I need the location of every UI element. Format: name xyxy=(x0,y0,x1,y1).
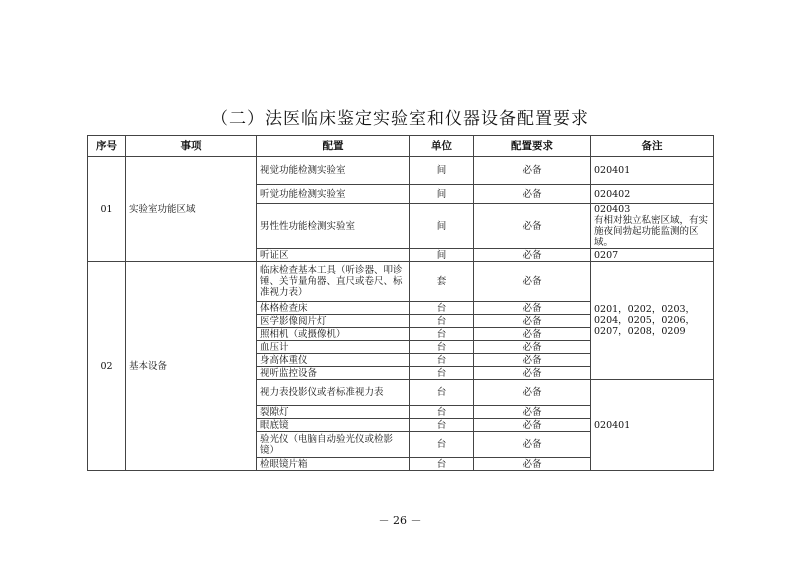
unit-cell: 台 xyxy=(410,315,474,328)
header-note: 备注 xyxy=(591,136,714,157)
page-title: （二）法医临床鉴定实验室和仪器设备配置要求 xyxy=(211,109,589,129)
unit-cell: 台 xyxy=(410,367,474,380)
note-cell: 020402 xyxy=(591,185,714,204)
unit-cell: 台 xyxy=(410,419,474,432)
unit-cell: 台 xyxy=(410,354,474,367)
config-cell: 视听监控设备 xyxy=(257,367,410,380)
requirement-cell: 必备 xyxy=(474,458,591,471)
note-cell: 020401 xyxy=(591,157,714,185)
config-cell: 听证区 xyxy=(257,249,410,262)
unit-cell: 台 xyxy=(410,328,474,341)
unit-cell: 间 xyxy=(410,157,474,185)
config-cell: 身高体重仪 xyxy=(257,354,410,367)
config-cell: 眼底镜 xyxy=(257,419,410,432)
requirement-cell: 必备 xyxy=(474,249,591,262)
group-item: 基本设备 xyxy=(126,262,257,471)
requirement-cell: 必备 xyxy=(474,157,591,185)
requirement-cell: 必备 xyxy=(474,406,591,419)
requirement-cell: 必备 xyxy=(474,328,591,341)
table-row xyxy=(88,157,714,185)
note-cell xyxy=(591,204,714,249)
config-cell: 血压计 xyxy=(257,341,410,354)
header-item: 事项 xyxy=(126,136,257,157)
config-cell: 验光仪（电脑自动验光仪或检影镜） xyxy=(257,432,410,458)
note-code: 020403 xyxy=(594,204,631,215)
unit-cell: 间 xyxy=(410,249,474,262)
config-cell: 医学影像阅片灯 xyxy=(257,315,410,328)
note-cell: 0207 xyxy=(591,249,714,262)
config-cell: 听觉功能检测实验室 xyxy=(257,185,410,204)
note-cell: 020401 xyxy=(591,380,714,471)
page-number: － 26 － xyxy=(378,514,422,527)
requirement-cell: 必备 xyxy=(474,354,591,367)
config-cell: 视力表投影仪或者标准视力表 xyxy=(257,380,410,406)
config-cell: 裂隙灯 xyxy=(257,406,410,419)
requirement-cell: 必备 xyxy=(474,341,591,354)
requirement-cell: 必备 xyxy=(474,419,591,432)
note-text: 有相对独立私密区域，有实施夜间勃起功能监测的区域。 xyxy=(594,215,709,248)
group-item: 实验室功能区域 xyxy=(126,157,257,262)
requirement-cell: 必备 xyxy=(474,432,591,458)
requirement-cell: 必备 xyxy=(474,315,591,328)
unit-cell: 台 xyxy=(410,432,474,458)
group-index: 01 xyxy=(88,157,126,262)
table-row xyxy=(88,262,714,302)
unit-cell: 台 xyxy=(410,458,474,471)
config-cell: 临床检查基本工具（听诊器、叩诊锤、关节量角器、直尺或卷尺、标准视力表） xyxy=(257,262,410,302)
table-header-row xyxy=(88,136,714,157)
requirement-cell: 必备 xyxy=(474,380,591,406)
unit-cell: 台 xyxy=(410,302,474,315)
unit-cell: 台 xyxy=(410,341,474,354)
header-config: 配置 xyxy=(257,136,410,157)
group-index: 02 xyxy=(88,262,126,471)
requirement-cell: 必备 xyxy=(474,185,591,204)
note-cell: 0201，0202，0203，0204，0205，0206，0207，0208，0209 xyxy=(591,262,714,380)
config-cell: 体格检查床 xyxy=(257,302,410,315)
unit-cell: 台 xyxy=(410,380,474,406)
requirement-cell: 必备 xyxy=(474,262,591,302)
header-requirement: 配置要求 xyxy=(474,136,591,157)
unit-cell: 间 xyxy=(410,185,474,204)
config-cell: 男性性功能检测实验室 xyxy=(257,204,410,249)
unit-cell: 台 xyxy=(410,406,474,419)
config-cell: 视觉功能检测实验室 xyxy=(257,157,410,185)
equipment-table xyxy=(87,135,714,471)
unit-cell: 间 xyxy=(410,204,474,249)
header-unit: 单位 xyxy=(410,136,474,157)
unit-cell: 套 xyxy=(410,262,474,302)
requirement-cell: 必备 xyxy=(474,302,591,315)
requirement-cell: 必备 xyxy=(474,204,591,249)
header-index: 序号 xyxy=(88,136,126,157)
config-cell: 检眼镜片箱 xyxy=(257,458,410,471)
config-cell: 照相机（或摄像机） xyxy=(257,328,410,341)
requirement-cell: 必备 xyxy=(474,367,591,380)
